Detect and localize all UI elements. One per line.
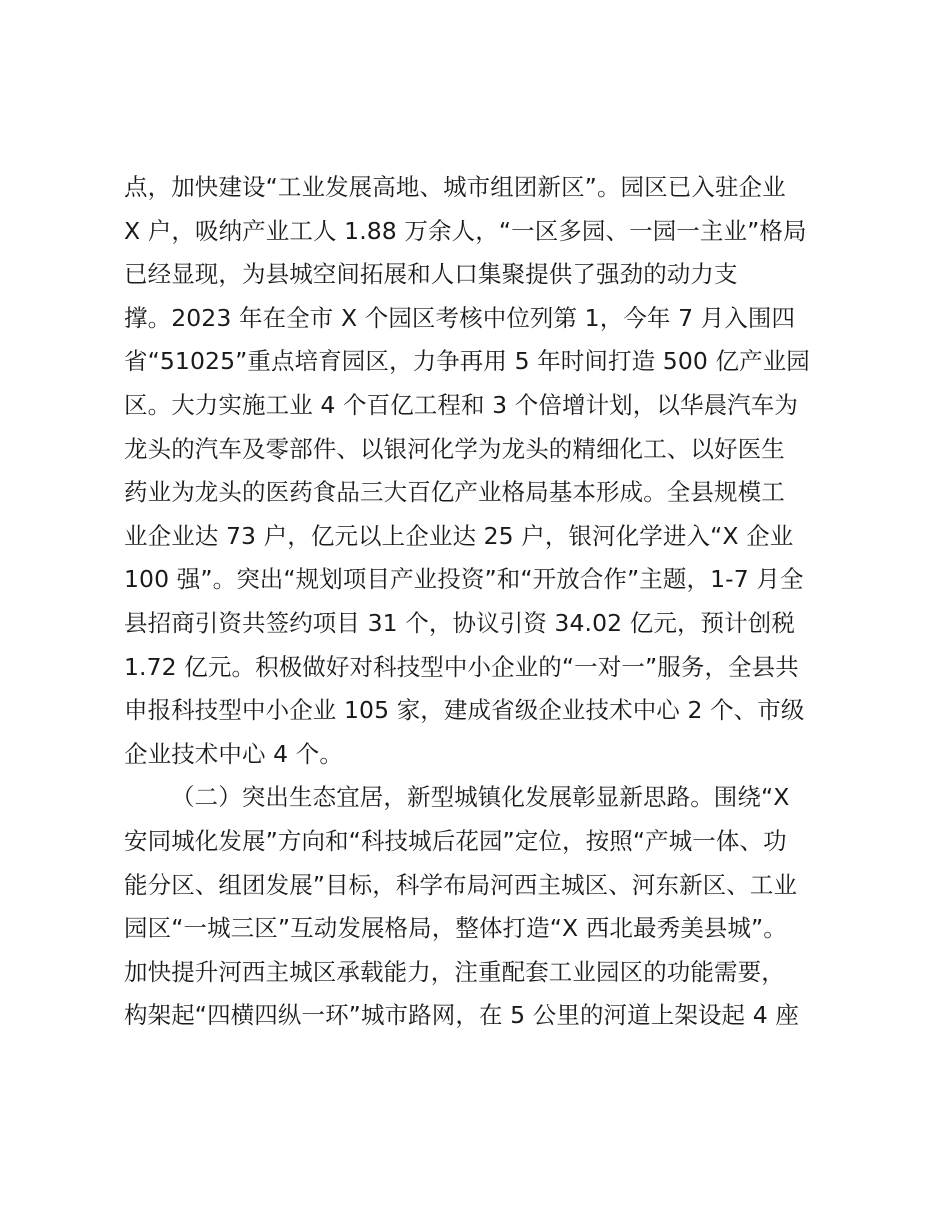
- text-line: 构架起“四横四纵一环”城市路网，在 5 公里的河道上架设起 4 座: [124, 1001, 799, 1030]
- text-line: 龙头的汽车及零部件、以银河化学为龙头的精细化工、以好医生: [124, 434, 785, 463]
- text-line: 企业技术中心 4 个。: [124, 739, 343, 768]
- text-line: X 户，吸纳产业工人 1.88 万余人，“一区多园、一园一主业”格局: [124, 216, 807, 245]
- text-line: 撑。2023 年在全市 X 个园区考核中位列第 1，今年 7 月入围四: [124, 303, 796, 332]
- text-line: 100 强”。突出“规划项目产业投资”和“开放合作”主题，1-7 月全: [124, 565, 804, 594]
- text-line: 1.72 亿元。积极做好对科技型中小企业的“一对一”服务，全县共: [124, 652, 799, 681]
- text-line: 区。大力实施工业 4 个百亿工程和 3 个倍增计划，以华晨汽车为: [124, 390, 798, 419]
- text-line: 加快提升河西主城区承载能力，注重配套工业园区的功能需要，: [124, 957, 785, 986]
- section-heading-line: （二）突出生态宜居，新型城镇化发展彰显新思路。围绕“X: [171, 783, 790, 812]
- text-line: 能分区、组团发展”目标，科学布局河西主城区、河东新区、工业: [124, 870, 798, 899]
- document-body: [124, 166, 836, 1038]
- text-line: 已经显现，为县城空间拓展和人口集聚提供了强劲的动力支: [124, 260, 738, 289]
- text-line: 省“51025”重点培育园区，力争再用 5 年时间打造 500 亿产业园: [124, 347, 810, 376]
- text-line: 药业为龙头的医药食品三大百亿产业格局基本形成。全县规模工: [124, 478, 785, 507]
- text-line: 园区“一城三区”互动发展格局，整体打造“X 西北最秀美县城”。: [124, 914, 787, 943]
- text-line: 申报科技型中小企业 105 家，建成省级企业技术中心 2 个、市级: [124, 696, 805, 725]
- text-line: 县招商引资共签约项目 31 个，协议引资 34.02 亿元，预计创税: [124, 608, 795, 637]
- text-line: 业企业达 73 户，亿元以上企业达 25 户，银河化学进入“X 企业: [124, 521, 794, 550]
- text-line: 点，加快建设“工业发展高地、城市组团新区”。园区已入驻企业: [124, 173, 786, 201]
- text-line: 安同城化发展”方向和“科技城后花园”定位，按照“产城一体、功: [124, 826, 787, 855]
